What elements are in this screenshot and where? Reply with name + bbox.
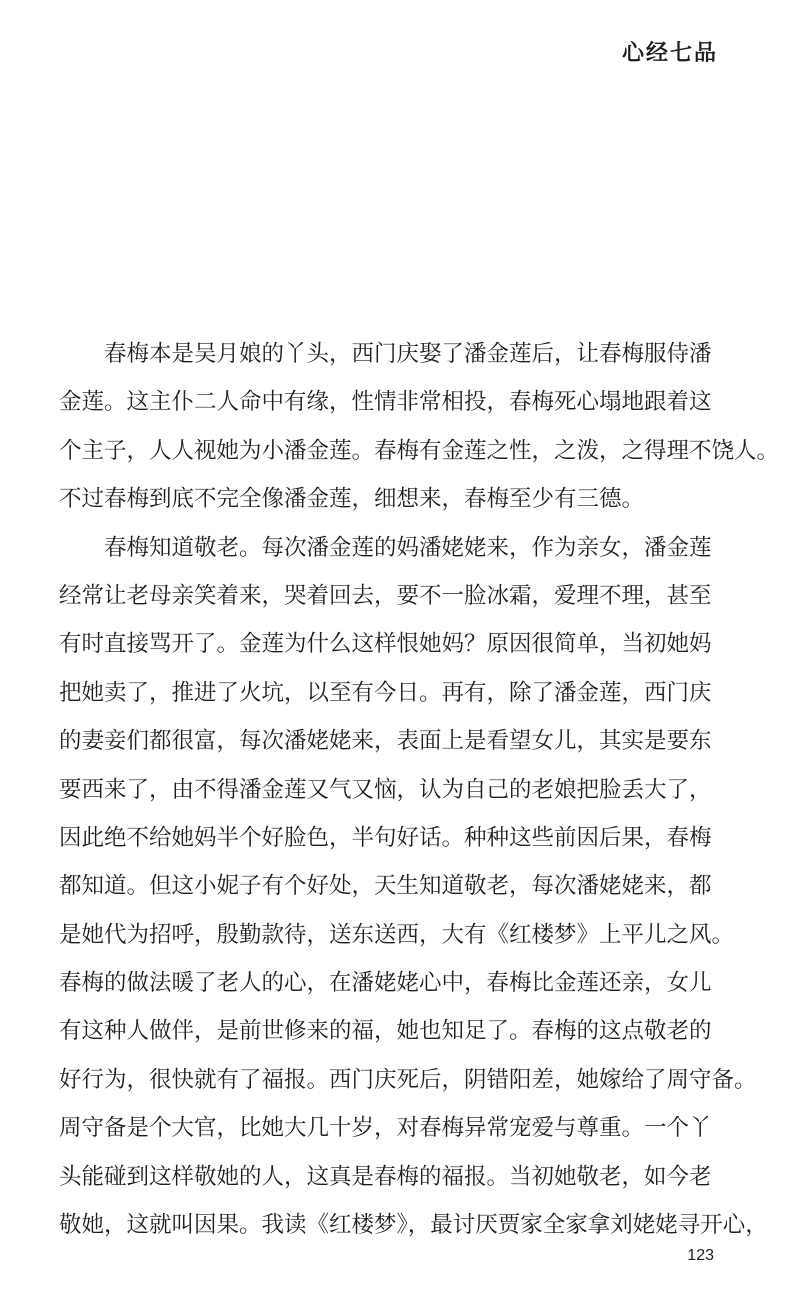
text-line: 因此绝不给她妈半个好脸色，半句好话。种种这些前因后果，春梅 [59, 824, 712, 851]
text-line: 好行为，很快就有了福报。西门庆死后，阴错阳差，她嫁给了周守备。 [59, 1066, 757, 1093]
text-line: 有这种人做伴，是前世修来的福，她也知足了。春梅的这点敬老的 [59, 1018, 712, 1045]
text-line: 个主子，人人视她为小潘金莲。春梅有金莲之性，之泼，之得理不饶人。 [59, 437, 780, 464]
text-line: 把她卖了，推进了火坑，以至有今日。再有，除了潘金莲，西门庆 [59, 679, 712, 706]
running-head-title: 心经七品 [621, 40, 718, 66]
text-line: 要西来了，由不得潘金莲又气又恼，认为自己的老娘把脸丢大了， [59, 776, 712, 803]
text-line: 金莲。这主仆二人命中有缘，性情非常相投，春梅死心塌地跟着这 [59, 389, 712, 416]
text-line: 敬她，这就叫因果。我读《红楼梦》，最讨厌贾家全家拿刘姥姥寻开心， [59, 1212, 768, 1239]
text-line: 头能碰到这样敬她的人，这真是春梅的福报。当初她敬老，如今老 [59, 1163, 712, 1190]
text-line: 周守备是个大官，比她大几十岁，对春梅异常宠爱与尊重。一个丫 [59, 1115, 712, 1142]
text-line: 有时直接骂开了。金莲为什么这样恨她妈？原因很简单，当初她妈 [59, 631, 712, 658]
text-line: 不过春梅到底不完全像潘金莲，细想来，春梅至少有三德。 [59, 486, 645, 513]
text-line: 春梅的做法暖了老人的心，在潘姥姥心中，春梅比金莲还亲，女儿 [59, 970, 712, 997]
page-number: 123 [687, 1247, 714, 1264]
text-line: 经常让老母亲笑着来，哭着回去，要不一脸冰霜，爱理不理，甚至 [59, 582, 712, 609]
text-line: 是她代为招呼，殷勤款待，送东送西，大有《红楼梦》上平儿之风。 [59, 921, 735, 948]
body-text [59, 330, 780, 1249]
text-line: 都知道。但这小妮子有个好处，天生知道敬老，每次潘姥姥来，都 [59, 873, 712, 900]
text-line: 春梅知道敬老。每次潘金莲的妈潘姥姥来，作为亲女，潘金莲 [104, 534, 712, 561]
text-line: 春梅本是吴月娘的丫头，西门庆娶了潘金莲后，让春梅服侍潘 [104, 341, 712, 367]
text-line: 的妻妾们都很富，每次潘姥姥来，表面上是看望女儿，其实是要东 [59, 728, 712, 755]
